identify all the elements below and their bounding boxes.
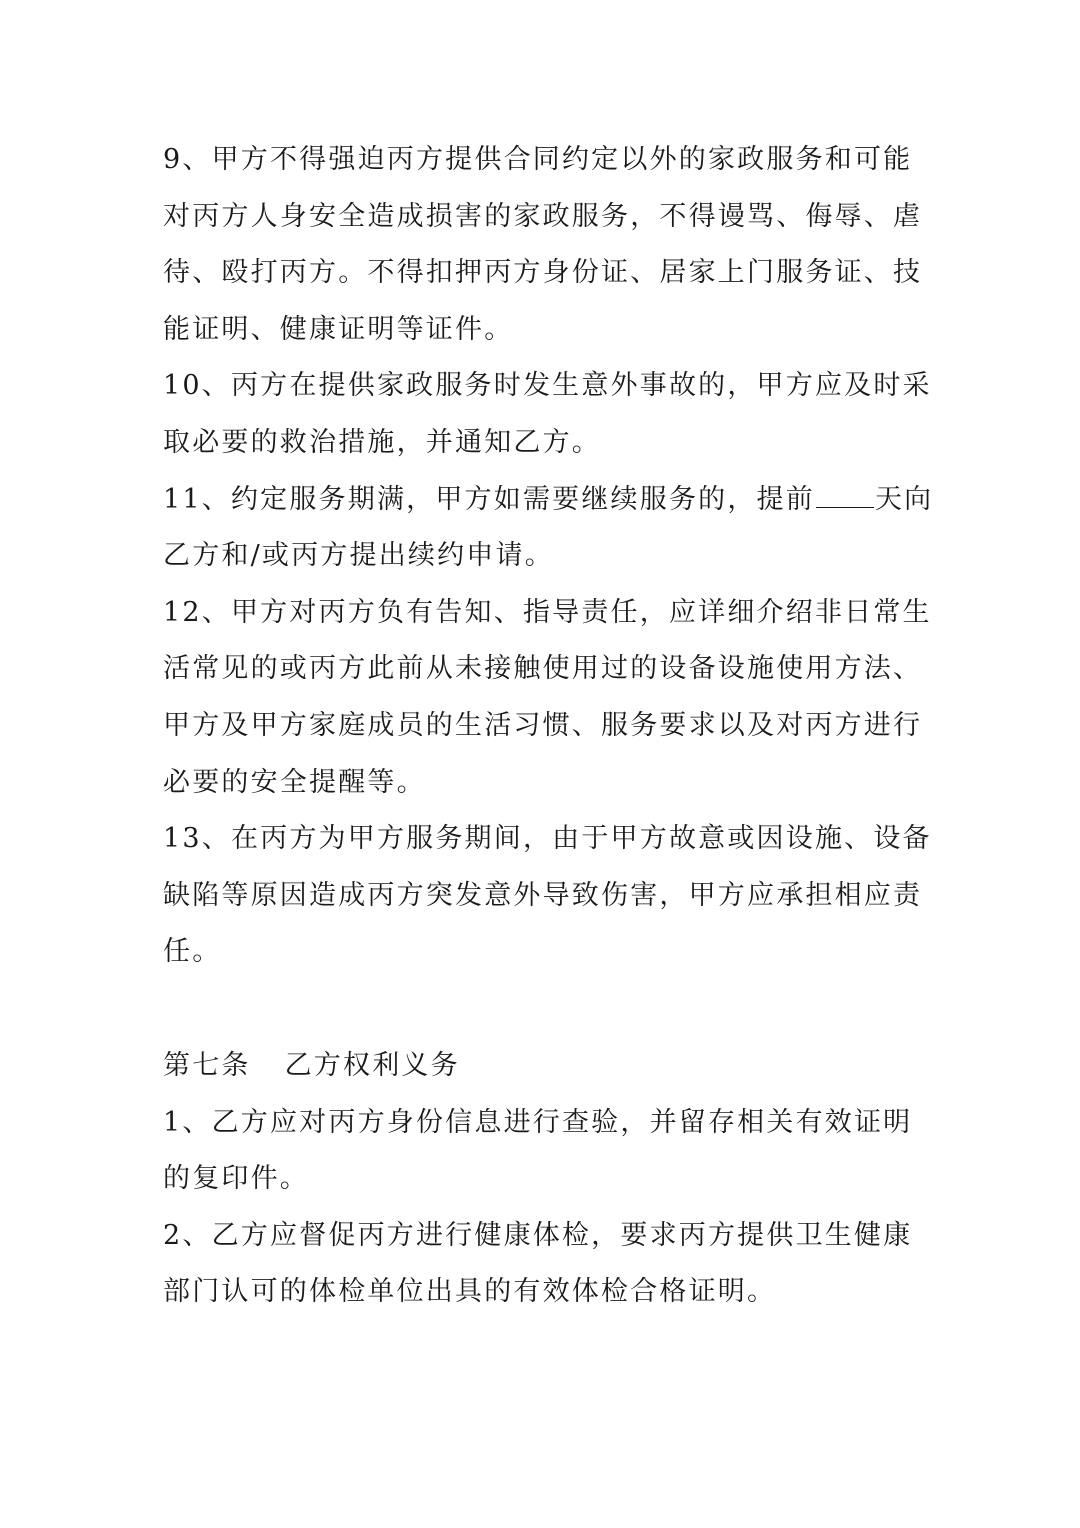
article-7-clause-1 bbox=[163, 1095, 923, 1208]
clause-9-line-4: 能证明、健康证明等证件。 bbox=[163, 313, 514, 345]
clause-12-line-4: 必要的安全提醒等。 bbox=[163, 766, 426, 798]
clause-13-line-3: 任。 bbox=[163, 936, 222, 968]
clause-9-line-3: 待、殴打丙方。不得扣押丙方身份证、居家上门服务证、技 bbox=[163, 257, 923, 289]
clause-11-text-after-blank: 天向 bbox=[874, 483, 934, 515]
days-fill-in-blank bbox=[816, 487, 874, 508]
article-7-clause-2-line-1: 2、乙方应督促丙方进行健康体检，要求丙方提供卫生健康 bbox=[163, 1219, 913, 1251]
article-7-clause-1-line-1: 1、乙方应对丙方身份信息进行查验，并留存相关有效证明 bbox=[163, 1106, 913, 1138]
article-7-clause-1-line-2: 的复印件。 bbox=[163, 1163, 309, 1195]
clause-10 bbox=[163, 358, 932, 471]
clause-9-line-2: 对丙方人身安全造成损害的家政服务，不得谩骂、侮辱、虐 bbox=[163, 200, 923, 232]
clause-11-line-1 bbox=[163, 472, 934, 529]
clause-12-line-2: 活常见的或丙方此前从未接触使用过的设备设施使用方法、 bbox=[163, 653, 923, 685]
clause-13-line-2: 缺陷等原因造成丙方突发意外导致伤害，甲方应承担相应责 bbox=[163, 879, 923, 911]
clause-13 bbox=[163, 811, 932, 981]
clause-9-line-1: 9、甲方不得强迫丙方提供合同约定以外的家政服务和可能 bbox=[163, 144, 913, 175]
clause-11-line-2: 乙方和/或丙方提出续约申请。 bbox=[163, 540, 554, 572]
clause-13-line-1: 13、在丙方为甲方服务期间，由于甲方故意或因设施、设备 bbox=[163, 823, 932, 855]
clause-9 bbox=[163, 132, 923, 358]
clause-12-line-1: 12、甲方对丙方负有告知、指导责任，应详细介绍非日常生 bbox=[163, 596, 932, 628]
clause-10-line-1: 10、丙方在提供家政服务时发生意外事故的，甲方应及时采 bbox=[163, 370, 932, 402]
clause-11-text-before-blank: 11、约定服务期满，甲方如需要继续服务的，提前 bbox=[163, 483, 815, 515]
document-body bbox=[163, 132, 934, 1321]
clause-11 bbox=[163, 472, 934, 585]
article-7-clause-2 bbox=[163, 1208, 923, 1321]
clause-12 bbox=[163, 585, 932, 811]
article-7-number: 第七条 bbox=[163, 1049, 251, 1081]
article-7-heading bbox=[163, 1038, 923, 1095]
article-7-title: 乙方权利义务 bbox=[284, 1049, 460, 1081]
clause-10-line-2: 取必要的救治措施，并通知乙方。 bbox=[163, 426, 601, 458]
section-spacer bbox=[163, 981, 923, 1038]
clause-12-line-3: 甲方及甲方家庭成员的生活习惯、服务要求以及对丙方进行 bbox=[163, 709, 923, 741]
article-7-clause-2-line-2: 部门认可的体检单位出具的有效体检合格证明。 bbox=[163, 1276, 777, 1308]
